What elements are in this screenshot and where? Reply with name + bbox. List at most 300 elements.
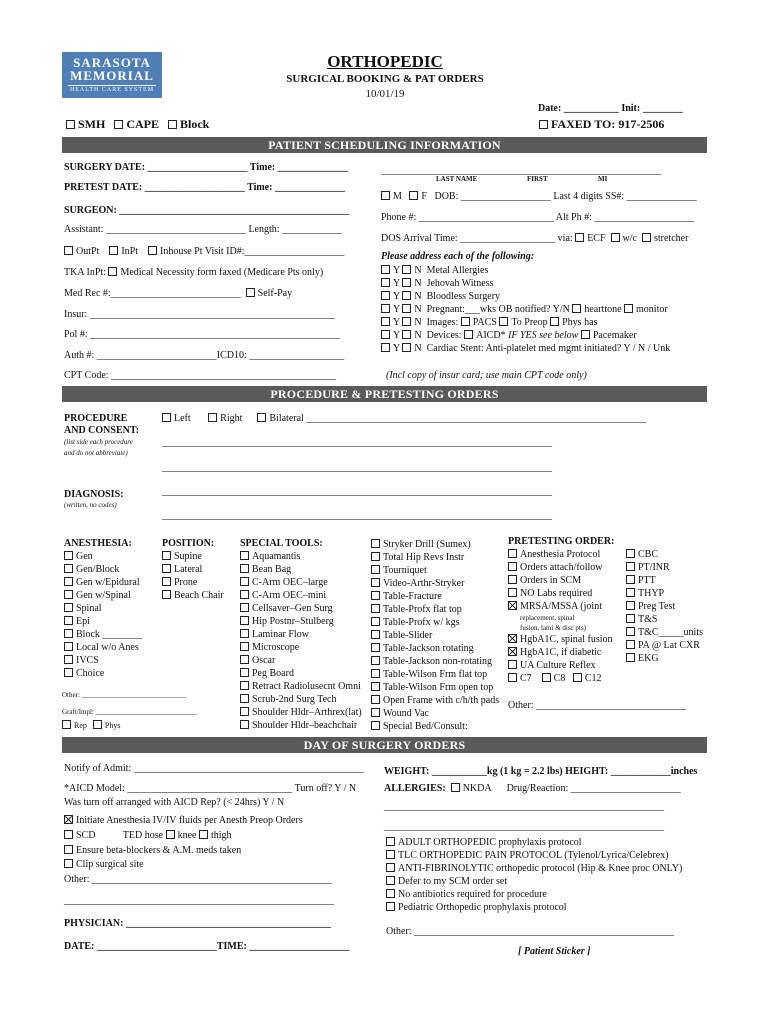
ecf-checkbox[interactable] <box>575 233 584 242</box>
inhouse-checkbox[interactable] <box>148 246 157 255</box>
tool-checkbox[interactable] <box>371 630 380 639</box>
special-tool-checkbox[interactable] <box>240 642 249 651</box>
position-item[interactable] <box>162 550 224 563</box>
anesthesia-item[interactable] <box>64 641 142 654</box>
lab-item[interactable] <box>626 600 703 613</box>
anesthesia-checkbox[interactable] <box>64 564 73 573</box>
dos-protocol-label: No antibiotics required for procedure <box>398 889 547 900</box>
anesthesia-checkbox[interactable] <box>64 655 73 664</box>
anesthesia-label: Gen w/Epidural <box>76 577 140 588</box>
dos-section-header: DAY OF SURGERY ORDERS <box>62 737 707 753</box>
phys-checkbox[interactable] <box>93 720 102 729</box>
med-rec-row: Med Rec #:__________________________ Self-Pay <box>64 288 293 299</box>
lab-checkbox[interactable] <box>626 562 635 571</box>
position-checkbox[interactable] <box>162 590 171 599</box>
special-tool-label: Scrub-2nd Surg Tech <box>252 694 337 705</box>
tool-item[interactable] <box>371 707 499 720</box>
mrsa-checkbox[interactable] <box>508 601 517 610</box>
position-title: POSITION: <box>162 538 215 549</box>
special-tool-label: C-Arm OEC–mini <box>252 590 327 601</box>
anesthesia-checkbox[interactable] <box>64 603 73 612</box>
special-tool-label: Microscope <box>252 642 300 653</box>
female-checkbox[interactable] <box>409 191 418 200</box>
special-tool-item[interactable] <box>240 550 362 563</box>
first-name-label: FIRST <box>527 175 548 183</box>
hgba1c-spinal-checkbox[interactable] <box>508 634 517 643</box>
physician-field[interactable]: PHYSICIAN: _________________________________________ <box>64 918 331 929</box>
last-name-label: LAST NAME <box>436 175 478 183</box>
no-labs-checkbox[interactable] <box>508 588 517 597</box>
procedure-field[interactable]: Bilateral ____________________________________________________________________ <box>269 413 647 424</box>
special-tool-item[interactable] <box>240 641 362 654</box>
med-rec-field[interactable]: Med Rec #:__________________________ <box>64 288 241 299</box>
cape-checkbox[interactable] <box>114 120 123 129</box>
initiate-anesthesia-checkbox[interactable] <box>64 815 73 824</box>
anesthesia-item[interactable] <box>64 589 142 602</box>
special-tool-item[interactable] <box>240 654 362 667</box>
thigh-checkbox[interactable] <box>199 830 208 839</box>
dos-protocol-checkbox[interactable] <box>386 889 395 898</box>
patient-section-header: PATIENT SCHEDULING INFORMATION <box>62 137 707 153</box>
y-checkbox[interactable] <box>381 291 390 300</box>
surgery-date-field[interactable]: SURGERY DATE: ____________________ Time: ______________ <box>64 162 348 173</box>
special-tool-label: Shoulder Hldr–Arthrex(lat) <box>252 707 362 718</box>
procedure-note-2: and do not abbreviate) <box>64 449 128 457</box>
tool-checkbox[interactable] <box>371 669 380 678</box>
anesthesia-protocol-checkbox[interactable] <box>508 549 517 558</box>
dob-field[interactable]: DOB: __________________ Last 4 digits SS#: ______________ <box>434 191 697 202</box>
special-tool-item[interactable] <box>240 563 362 576</box>
position-label: Beach Chair <box>174 590 224 601</box>
arrival-time-field[interactable]: DOS Arrival Time: ___________________ via: <box>381 233 573 244</box>
tool-checkbox[interactable] <box>371 682 380 691</box>
special-tools-title: SPECIAL TOOLS: <box>240 538 323 549</box>
outpt-checkbox[interactable] <box>64 246 73 255</box>
special-tool-item[interactable] <box>240 615 362 628</box>
tool-item[interactable] <box>371 577 499 590</box>
special-tool-item[interactable] <box>240 589 362 602</box>
lab-checkbox[interactable] <box>626 601 635 610</box>
anesthesia-label: Gen/Block <box>76 564 120 575</box>
lab-item[interactable] <box>626 548 703 561</box>
tool-checkbox[interactable] <box>371 552 380 561</box>
lab-label: Preg Test <box>638 601 676 612</box>
tool-label: Open Frame with c/h/th pads <box>383 695 500 706</box>
dos-protocol-label: ADULT ORTHOPEDIC prophylaxis protocol <box>398 837 582 848</box>
dos-protocol-item[interactable] <box>386 836 682 849</box>
dos-protocol-item[interactable] <box>386 901 682 914</box>
n-checkbox[interactable] <box>402 265 411 274</box>
insurance-note: (Incl copy of insur card; use main CPT code only) <box>386 370 587 381</box>
scd-checkbox[interactable] <box>64 830 73 839</box>
special-tool-checkbox[interactable] <box>240 577 249 586</box>
tool-label: Table-Jackson non-rotating <box>383 656 492 667</box>
n-checkbox[interactable] <box>402 343 411 352</box>
y-checkbox[interactable] <box>381 304 390 313</box>
c12-checkbox[interactable] <box>573 673 582 682</box>
anesthesia-item[interactable] <box>64 550 142 563</box>
special-tool-label: Laminar Flow <box>252 629 309 640</box>
special-tool-label: Oscar <box>252 655 276 666</box>
anesthesia-item[interactable] <box>64 563 142 576</box>
pacs-checkbox[interactable] <box>461 317 470 326</box>
y-checkbox[interactable] <box>381 330 390 339</box>
special-tool-label: Retract Radiolusecnt Omni <box>252 681 361 692</box>
anesthesia-label: Choice <box>76 668 105 679</box>
c8-checkbox[interactable] <box>542 673 551 682</box>
inpt-checkbox[interactable] <box>109 246 118 255</box>
procedure-label: PROCEDURE <box>64 413 128 424</box>
diagnosis-line-2[interactable]: ______________________________________________________________________________ <box>162 510 552 521</box>
special-tool-item[interactable] <box>240 680 362 693</box>
date-init-line[interactable]: Date: ___________ Init: ________ <box>538 103 683 114</box>
tool-label: Table-Wilson Frm open top <box>383 682 494 693</box>
auth-field[interactable]: Auth #: ________________________ICD10: ___________________ <box>64 350 345 361</box>
position-item[interactable] <box>162 589 224 602</box>
n-checkbox[interactable] <box>402 291 411 300</box>
dos-protocol-checkbox[interactable] <box>386 863 395 872</box>
special-tool-item[interactable] <box>240 667 362 680</box>
hearttone-checkbox[interactable] <box>572 304 581 313</box>
tool-checkbox[interactable] <box>371 604 380 613</box>
orders-scm-checkbox[interactable] <box>508 575 517 584</box>
tool-checkbox[interactable] <box>371 565 380 574</box>
special-tool-item[interactable] <box>240 706 362 719</box>
tool-item[interactable] <box>371 668 499 681</box>
tool-item[interactable] <box>371 564 499 577</box>
patient-type-row: OutPt InPt Inhouse Pt Visit ID#:____________________ <box>64 246 345 257</box>
anesthesia-checkbox[interactable] <box>64 590 73 599</box>
tool-label: Table-Slider <box>383 630 433 641</box>
special-tool-checkbox[interactable] <box>240 551 249 560</box>
tool-checkbox[interactable] <box>371 656 380 665</box>
special-tool-item[interactable] <box>240 719 362 732</box>
lab-label: CBC <box>638 549 659 560</box>
special-tool-checkbox[interactable] <box>240 616 249 625</box>
wc-checkbox[interactable] <box>611 233 620 242</box>
diagnosis-line-1[interactable]: ______________________________________________________________________________ <box>162 486 552 497</box>
anesthesia-item[interactable] <box>64 667 142 680</box>
special-tool-label: Peg Board <box>252 668 294 679</box>
ua-culture-checkbox[interactable] <box>508 660 517 669</box>
insur-field[interactable]: Insur: _________________________________________________ <box>64 309 335 320</box>
special-tool-item[interactable] <box>240 576 362 589</box>
tool-checkbox[interactable] <box>371 539 380 548</box>
allergies-line-3[interactable]: ________________________________________________________ <box>384 821 664 832</box>
tool-item[interactable] <box>371 629 499 642</box>
cpt-field[interactable]: CPT Code: _____________________________________________ <box>64 370 337 381</box>
lab-checkbox[interactable] <box>626 640 635 649</box>
position-label: Supine <box>174 551 202 562</box>
special-tool-item[interactable] <box>240 693 362 706</box>
lab-item[interactable] <box>626 652 703 665</box>
hospital-logo: SARASOTA MEMORIAL HEALTH CARE SYSTEM <box>62 52 162 98</box>
diagnosis-note: (written, no codes) <box>64 501 117 509</box>
surgeon-field[interactable]: SURGEON: ______________________________________________ <box>64 205 350 216</box>
lab-checkbox[interactable] <box>626 653 635 662</box>
anesthesia-label: Gen w/Spinal <box>76 590 131 601</box>
anesthesia-item[interactable] <box>64 654 142 667</box>
c7-checkbox[interactable] <box>508 673 517 682</box>
anesthesia-item[interactable] <box>64 628 142 641</box>
aicd-model-field[interactable]: *AICD Model: _________________________________ Turn off? Y / N <box>64 783 357 794</box>
tool-item[interactable] <box>371 616 499 629</box>
special-tools-list <box>240 550 362 732</box>
drug-reaction-field[interactable]: Drug/Reaction: ______________________ <box>506 783 681 794</box>
aicd-checkbox[interactable] <box>464 330 473 339</box>
anesthesia-checkbox[interactable] <box>64 577 73 586</box>
special-tool-checkbox[interactable] <box>240 694 249 703</box>
lab-label: EKG <box>638 653 659 664</box>
lab-label: PA @ Lat CXR <box>638 640 700 651</box>
dos-protocol-item[interactable] <box>386 862 682 875</box>
male-checkbox[interactable] <box>381 191 390 200</box>
dos-protocol-checkbox[interactable] <box>386 902 395 911</box>
special-tool-checkbox[interactable] <box>240 681 249 690</box>
n-checkbox[interactable] <box>402 304 411 313</box>
tool-label: Stryker Drill (Sumex) <box>383 539 471 550</box>
tool-item[interactable] <box>371 681 499 694</box>
n-checkbox[interactable] <box>402 278 411 287</box>
anesthesia-label: Block ________ <box>76 629 143 640</box>
faxed-checkbox[interactable] <box>539 120 548 129</box>
lab-checkbox[interactable] <box>626 627 635 636</box>
special-tool-checkbox[interactable] <box>240 720 249 729</box>
special-tool-checkbox[interactable] <box>240 590 249 599</box>
hgba1c-diabetic-checkbox[interactable] <box>508 647 517 656</box>
tool-checkbox[interactable] <box>371 708 380 717</box>
dos-protocol-item[interactable] <box>386 888 682 901</box>
anesthesia-checkbox[interactable] <box>64 629 73 638</box>
position-item[interactable] <box>162 576 224 589</box>
left-checkbox[interactable] <box>162 413 171 422</box>
lab-item[interactable] <box>626 574 703 587</box>
smh-checkbox[interactable] <box>66 120 75 129</box>
y-checkbox[interactable] <box>381 278 390 287</box>
pacemaker-checkbox[interactable] <box>581 330 590 339</box>
tool-item[interactable] <box>371 551 499 564</box>
anesthesia-item[interactable] <box>64 602 142 615</box>
monitor-checkbox[interactable] <box>624 304 633 313</box>
anesthesia-label: Spinal <box>76 603 102 614</box>
anesthesia-title: ANESTHESIA: <box>64 538 132 549</box>
tool-checkbox[interactable] <box>371 695 380 704</box>
tool-label: Table-Jackson rotating <box>383 643 474 654</box>
tool-label: Table-Profx flat top <box>383 604 462 615</box>
dos-protocol-checkbox[interactable] <box>386 876 395 885</box>
patient-name-line[interactable]: ________________________________________________________ <box>381 165 661 176</box>
lab-checkbox[interactable] <box>626 549 635 558</box>
dos-protocol-checkbox[interactable] <box>386 837 395 846</box>
dos-other-field[interactable]: Other: ________________________________________________ <box>64 874 333 885</box>
position-checkbox[interactable] <box>162 551 171 560</box>
consent-label: AND CONSENT: <box>64 425 140 436</box>
procedure-line-3[interactable]: ______________________________________________________________________________ <box>162 462 552 473</box>
anesthesia-label: IVCS <box>76 655 99 666</box>
special-tool-label: C-Arm OEC–large <box>252 577 328 588</box>
assistant-field[interactable]: Assistant: ____________________________ Length: ____________ <box>64 224 343 235</box>
special-tool-checkbox[interactable] <box>240 655 249 664</box>
tool-checkbox[interactable] <box>371 643 380 652</box>
diagnosis-label: DIAGNOSIS: <box>64 489 124 500</box>
anesthesia-checkbox[interactable] <box>64 551 73 560</box>
lab-item[interactable] <box>626 561 703 574</box>
dos-protocol-label: TLC ORTHOPEDIC PAIN PROTOCOL (Tylenol/Lyrica/Celebrex) <box>398 850 669 861</box>
anesthesia-item[interactable] <box>64 615 142 628</box>
pretesting-other-field[interactable]: Other: ______________________________ <box>508 700 687 711</box>
notify-admit-field[interactable]: Notify of Admit: ______________________________________________ <box>64 763 364 774</box>
tool-item[interactable] <box>371 694 499 707</box>
lab-checkbox[interactable] <box>626 588 635 597</box>
special-tool-item[interactable] <box>240 602 362 615</box>
y-checkbox[interactable] <box>381 265 390 274</box>
arrival-row: DOS Arrival Time: ___________________ via: ECF w/c stretcher <box>381 233 689 244</box>
procedure-line-2[interactable]: ______________________________________________________________________________ <box>162 437 552 448</box>
y-checkbox[interactable] <box>381 343 390 352</box>
tool-item[interactable] <box>371 538 499 551</box>
to-preop-checkbox[interactable] <box>499 317 508 326</box>
anesthesia-other-field[interactable]: Other: ______________________________ <box>62 691 187 699</box>
dos-protocol-checkbox[interactable] <box>386 850 395 859</box>
special-tool-label: Cellsaver–Gen Surg <box>252 603 333 614</box>
clip-row: Clip surgical site <box>64 859 144 870</box>
weight-height-field[interactable]: WEIGHT: ___________kg (1 kg = 2.2 lbs) HEIGHT: ____________inches <box>384 766 698 777</box>
medical-necessity-checkbox[interactable] <box>108 267 117 276</box>
lab-label: PTT <box>638 575 656 586</box>
lab-label: THYP <box>638 588 665 599</box>
dos-protocol-label: ANTI-FIBRINOLYTIC orthopedic protocol (Hip & Knee proc ONLY) <box>398 863 683 874</box>
anesthesia-checkbox[interactable] <box>64 668 73 677</box>
nkda-checkbox[interactable] <box>451 783 460 792</box>
tool-label: Wound Vac <box>383 708 429 719</box>
phys-has-checkbox[interactable] <box>550 317 559 326</box>
self-pay-checkbox[interactable] <box>246 288 255 297</box>
side-row: Left Right Bilateral ____________________________________________________________________ <box>162 413 646 424</box>
special-tool-checkbox[interactable] <box>240 564 249 573</box>
tka-row: TKA InPt: Medical Necessity form faxed (Medicare Pts only) <box>64 267 324 278</box>
pol-field[interactable]: Pol #: __________________________________________________ <box>64 329 341 340</box>
bilateral-checkbox[interactable] <box>257 413 266 422</box>
tool-label: Special Bed/Consult: <box>383 721 468 732</box>
pretesting-title: PRETESTING ORDER: <box>508 536 615 547</box>
special-tool-label: Aquamantis <box>252 551 301 562</box>
phone-field[interactable]: Phone #: ___________________________ Alt Ph #: ____________________ <box>381 212 695 223</box>
tool-label: Total Hip Revs Instr <box>383 552 465 563</box>
y-checkbox[interactable] <box>381 317 390 326</box>
position-label: Prone <box>174 577 198 588</box>
special-tool-checkbox[interactable] <box>240 707 249 716</box>
lab-item[interactable] <box>626 613 703 626</box>
position-list <box>162 550 224 602</box>
graft-impl-field[interactable]: Graft/Impl: _____________________________ <box>62 708 198 716</box>
right-checkbox[interactable] <box>208 413 217 422</box>
patient-sticker-label: [ Patient Sticker ] <box>518 946 591 957</box>
anesthesia-list <box>64 550 142 680</box>
anesthesia-label: Local w/o Anes <box>76 642 139 653</box>
tool-item[interactable] <box>371 603 499 616</box>
position-checkbox[interactable] <box>162 564 171 573</box>
tool-item[interactable] <box>371 590 499 603</box>
position-label: Lateral <box>174 564 203 575</box>
dos-protocol-label: Pediatric Orthopedic prophylaxis protocol <box>398 902 567 913</box>
faxed-to: FAXED TO: 917-2506 <box>539 117 664 132</box>
special-tool-label: Shoulder Hldr–beachchair <box>252 720 358 731</box>
lab-item[interactable] <box>626 626 703 639</box>
beta-blocker-checkbox[interactable] <box>64 845 73 854</box>
n-checkbox[interactable] <box>402 330 411 339</box>
tool-item[interactable] <box>371 655 499 668</box>
tool-checkbox[interactable] <box>371 617 380 626</box>
pretest-date-field[interactable]: PRETEST DATE: ____________________ Time: ______________ <box>64 182 345 193</box>
knee-checkbox[interactable] <box>166 830 175 839</box>
position-item[interactable] <box>162 563 224 576</box>
tool-checkbox[interactable] <box>371 721 380 730</box>
lab-checkbox[interactable] <box>626 614 635 623</box>
tool-label: Tourniquet <box>383 565 427 576</box>
procedure-section-header: PROCEDURE & PRETESTING ORDERS <box>62 386 707 402</box>
location-row: SMH CAPE Block <box>66 117 209 132</box>
tool-label: Table-Profx w/ kgs <box>383 617 460 628</box>
position-checkbox[interactable] <box>162 577 171 586</box>
tool-checkbox[interactable] <box>371 591 380 600</box>
n-checkbox[interactable] <box>402 317 411 326</box>
lab-item[interactable] <box>626 639 703 652</box>
clip-site-checkbox[interactable] <box>64 859 73 868</box>
yn-list: Y N Metal Allergies Y N Jehovah Witness Y N Bloodless Surgery Y N Pregnant:___wks OB notified? Y/N hearttone monitor Y N Images: PACS To Preop Phys has Y N Devices: AICD* IF YES see below Pacemaker Y N Cardiac Stent: Anti-platelet med mgmt initiated? Y / N / Unk <box>381 264 670 355</box>
dos-protocol-item[interactable] <box>386 875 682 888</box>
tool-checkbox[interactable] <box>371 578 380 587</box>
dos-right-other-field[interactable]: Other: ____________________________________________________ <box>386 926 675 937</box>
special-tool-checkbox[interactable] <box>240 629 249 638</box>
dos-protocol-label: Defer to my SCM order set <box>398 876 508 887</box>
procedure-note-1: (list side each procedure <box>64 438 133 446</box>
sex-dob-row: M F DOB: __________________ Last 4 digits SS#: ______________ <box>381 191 697 202</box>
allergies-row: ALLERGIES: NKDA Drug/Reaction: ______________________ <box>384 783 681 794</box>
tool-item[interactable] <box>371 642 499 655</box>
rep-checkbox[interactable] <box>62 720 71 729</box>
tool-item[interactable] <box>371 720 499 733</box>
orders-attach-checkbox[interactable] <box>508 562 517 571</box>
special-tool-label: Bean Bag <box>252 564 292 575</box>
special-tool-checkbox[interactable] <box>240 603 249 612</box>
mi-label: MI <box>598 175 608 183</box>
stretcher-checkbox[interactable] <box>642 233 651 242</box>
initiate-row: Initiate Anesthesia IV/IV fluids per Anesth Preop Orders <box>64 815 303 826</box>
anesthesia-item[interactable] <box>64 576 142 589</box>
pretesting-list: Anesthesia Protocol Orders attach/follow Orders in SCM NO Labs required MRSA/MSSA (joint replacement, spinal fusion, lami & disc pts) HgbA1C, spinal fusion HgbA1C, if diabetic UA Culture Reflex C7 C8 C12 <box>508 548 613 685</box>
anesthesia-checkbox[interactable] <box>64 642 73 651</box>
tool-label: Video-Arthr-Stryker <box>383 578 465 589</box>
date-time-field[interactable]: DATE: ________________________TIME: ____________________ <box>64 941 350 952</box>
scd-row: SCD TED hose knee thigh <box>64 830 232 841</box>
allergies-line-2[interactable]: ________________________________________________________ <box>384 801 664 812</box>
dos-other-line-2[interactable]: ______________________________________________________ <box>64 895 334 906</box>
special-tool-label: Hip Postnr–Stulberg <box>252 616 334 627</box>
rep-phys-row: Rep Phys <box>62 720 120 730</box>
block-checkbox[interactable] <box>168 120 177 129</box>
aicd-rep-question[interactable]: Was turn off arranged with AICD Rep? (< 24hrs) Y / N <box>64 797 285 808</box>
lab-label: PT/INR <box>638 562 670 573</box>
dos-protocol-item[interactable] <box>386 849 682 862</box>
anesthesia-checkbox[interactable] <box>64 616 73 625</box>
lab-item[interactable] <box>626 587 703 600</box>
please-address-label: Please address each of the following: <box>381 251 535 262</box>
tool-label: Table-Wilson Frm flat top <box>383 669 488 680</box>
lab-checkbox[interactable] <box>626 575 635 584</box>
tools-list-2 <box>371 538 499 733</box>
special-tool-checkbox[interactable] <box>240 668 249 677</box>
special-tool-item[interactable] <box>240 628 362 641</box>
